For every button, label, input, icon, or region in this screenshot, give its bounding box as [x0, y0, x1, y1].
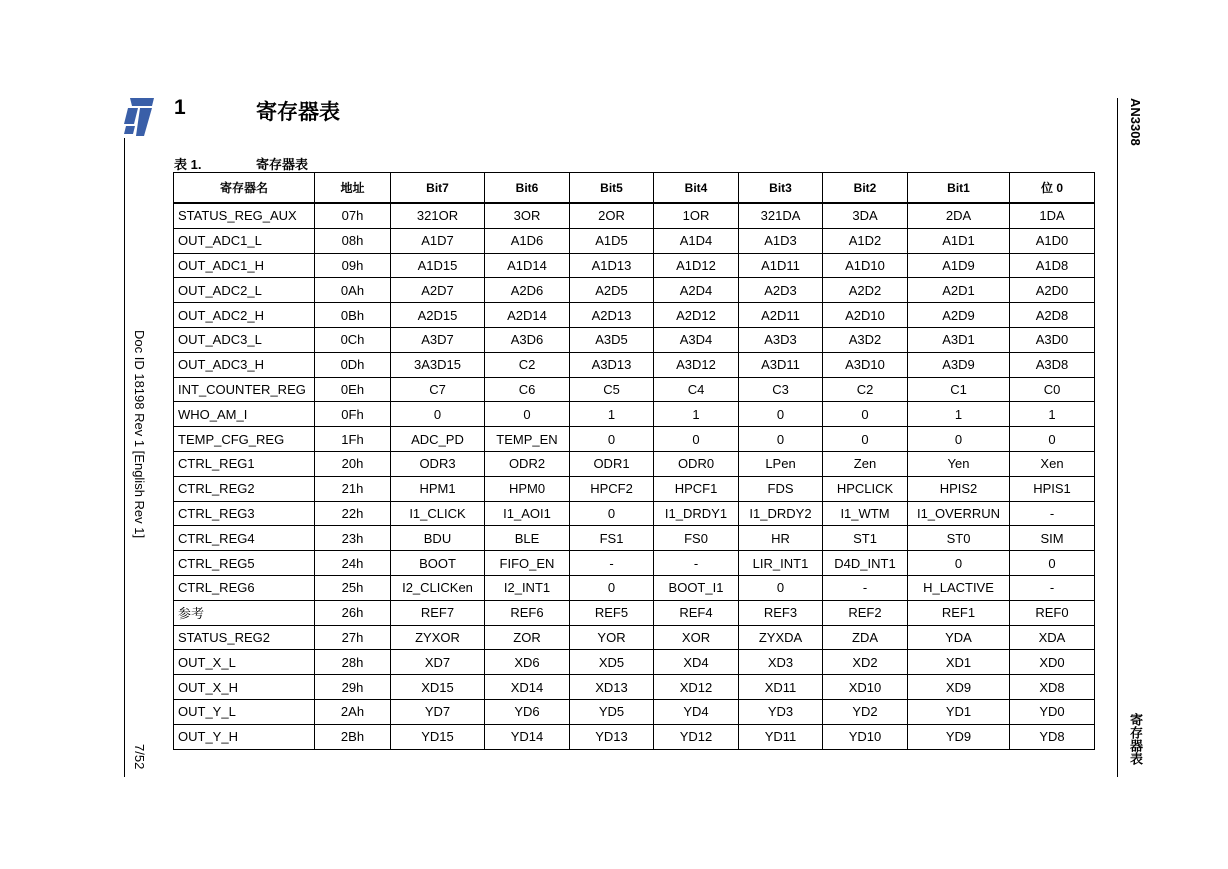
register-name-cell: OUT_Y_H [174, 724, 315, 749]
bit-cell: XD2 [823, 650, 908, 675]
bit-cell: A3D11 [739, 352, 823, 377]
bit-cell: ZYXOR [391, 625, 485, 650]
bit-cell: HPCF2 [570, 476, 654, 501]
bit-cell: 0 [485, 402, 570, 427]
address-cell: 0Bh [315, 303, 391, 328]
table-row [174, 327, 1095, 352]
address-cell: 1Fh [315, 427, 391, 452]
register-name-cell: CTRL_REG5 [174, 551, 315, 576]
bit-cell: - [654, 551, 739, 576]
bit-cell: I1_CLICK [391, 501, 485, 526]
bit-cell: A2D5 [570, 278, 654, 303]
bit-cell: HPCLICK [823, 476, 908, 501]
side-section-title: 寄存器表 [1128, 713, 1143, 765]
bit-cell: Zen [823, 451, 908, 476]
bit-cell: A2D12 [654, 303, 739, 328]
bit-cell: 0 [654, 427, 739, 452]
register-name-cell: INT_COUNTER_REG [174, 377, 315, 402]
register-name-cell: CTRL_REG3 [174, 501, 315, 526]
bit-cell: ZOR [485, 625, 570, 650]
bit-cell: A2D7 [391, 278, 485, 303]
bit-cell: XD12 [654, 675, 739, 700]
doc-code: AN3308 [1128, 98, 1143, 146]
bit-cell: REF1 [908, 600, 1010, 625]
bit-cell: 0 [570, 427, 654, 452]
bit-cell: ZYXDA [739, 625, 823, 650]
table-row [174, 724, 1095, 749]
table-body [174, 203, 1095, 749]
bit-cell: A2D10 [823, 303, 908, 328]
bit-cell: REF6 [485, 600, 570, 625]
table-header-row [174, 173, 1095, 204]
bit-cell: LPen [739, 451, 823, 476]
bit-cell: A1D12 [654, 253, 739, 278]
bit-cell: A2D14 [485, 303, 570, 328]
address-cell: 24h [315, 551, 391, 576]
address-cell: 0Dh [315, 352, 391, 377]
table-row [174, 253, 1095, 278]
section-title: 寄存器表 [256, 101, 340, 124]
table-row [174, 278, 1095, 303]
register-name-cell: 参考 [174, 600, 315, 625]
bit-cell: 3A3D15 [391, 352, 485, 377]
bit-cell: A1D1 [908, 228, 1010, 253]
bit-cell: ODR0 [654, 451, 739, 476]
bit-cell: A1D5 [570, 228, 654, 253]
bit-cell: C3 [739, 377, 823, 402]
bit-cell: A1D8 [1010, 253, 1095, 278]
address-cell: 07h [315, 203, 391, 228]
bit-cell: XD1 [908, 650, 1010, 675]
bit-cell: 1 [1010, 402, 1095, 427]
bit-cell: A3D13 [570, 352, 654, 377]
bit-cell: A1D4 [654, 228, 739, 253]
header-cell: Bit5 [570, 173, 654, 204]
table-row [174, 675, 1095, 700]
bit-cell: YD4 [654, 699, 739, 724]
bit-cell: A1D7 [391, 228, 485, 253]
address-cell: 0Ch [315, 327, 391, 352]
table-row [174, 476, 1095, 501]
bit-cell: 0 [391, 402, 485, 427]
bit-cell: YD14 [485, 724, 570, 749]
register-name-cell: OUT_ADC1_H [174, 253, 315, 278]
bit-cell: A3D8 [1010, 352, 1095, 377]
left-margin-rule [124, 138, 125, 777]
table-row [174, 427, 1095, 452]
table-row [174, 451, 1095, 476]
bit-cell: I1_DRDY2 [739, 501, 823, 526]
table-row [174, 501, 1095, 526]
table-row [174, 551, 1095, 576]
bit-cell: A3D2 [823, 327, 908, 352]
address-cell: 22h [315, 501, 391, 526]
bit-cell: ADC_PD [391, 427, 485, 452]
bit-cell: A2D15 [391, 303, 485, 328]
bit-cell: Yen [908, 451, 1010, 476]
bit-cell: YD10 [823, 724, 908, 749]
bit-cell: 3OR [485, 203, 570, 228]
bit-cell: C2 [823, 377, 908, 402]
bit-cell: Xen [1010, 451, 1095, 476]
bit-cell: XD4 [654, 650, 739, 675]
header-cell: Bit2 [823, 173, 908, 204]
bit-cell: 0 [570, 575, 654, 600]
bit-cell: I1_WTM [823, 501, 908, 526]
bit-cell: XD11 [739, 675, 823, 700]
bit-cell: ODR3 [391, 451, 485, 476]
register-name-cell: OUT_ADC2_L [174, 278, 315, 303]
register-name-cell: OUT_ADC2_H [174, 303, 315, 328]
register-name-cell: OUT_ADC1_L [174, 228, 315, 253]
address-cell: 27h [315, 625, 391, 650]
bit-cell: XOR [654, 625, 739, 650]
table-row [174, 625, 1095, 650]
bit-cell: ST1 [823, 526, 908, 551]
header-cell: Bit6 [485, 173, 570, 204]
bit-cell: ODR2 [485, 451, 570, 476]
register-name-cell: CTRL_REG6 [174, 575, 315, 600]
bit-cell: 321DA [739, 203, 823, 228]
bit-cell: A3D1 [908, 327, 1010, 352]
register-name-cell: OUT_ADC3_H [174, 352, 315, 377]
address-cell: 0Fh [315, 402, 391, 427]
register-name-cell: CTRL_REG1 [174, 451, 315, 476]
bit-cell: XD10 [823, 675, 908, 700]
address-cell: 28h [315, 650, 391, 675]
bit-cell: ST0 [908, 526, 1010, 551]
bit-cell: 0 [823, 402, 908, 427]
bit-cell: C7 [391, 377, 485, 402]
address-cell: 0Ah [315, 278, 391, 303]
table-row [174, 526, 1095, 551]
bit-cell: BOOT [391, 551, 485, 576]
bit-cell: A2D3 [739, 278, 823, 303]
table-row [174, 228, 1095, 253]
bit-cell: YOR [570, 625, 654, 650]
bit-cell: A2D0 [1010, 278, 1095, 303]
bit-cell: A2D13 [570, 303, 654, 328]
bit-cell: FDS [739, 476, 823, 501]
table-row [174, 600, 1095, 625]
bit-cell: C5 [570, 377, 654, 402]
register-name-cell: CTRL_REG4 [174, 526, 315, 551]
bit-cell: 0 [570, 501, 654, 526]
header-cell: Bit7 [391, 173, 485, 204]
bit-cell: 2OR [570, 203, 654, 228]
bit-cell: BLE [485, 526, 570, 551]
bit-cell: A3D3 [739, 327, 823, 352]
register-name-cell: TEMP_CFG_REG [174, 427, 315, 452]
bit-cell: D4D_INT1 [823, 551, 908, 576]
right-margin-rule [1117, 98, 1118, 777]
register-table [173, 172, 1095, 750]
register-name-cell: STATUS_REG_AUX [174, 203, 315, 228]
table-row [174, 352, 1095, 377]
bit-cell: 1DA [1010, 203, 1095, 228]
bit-cell: A2D11 [739, 303, 823, 328]
bit-cell: FIFO_EN [485, 551, 570, 576]
bit-cell: A3D9 [908, 352, 1010, 377]
bit-cell: - [1010, 575, 1095, 600]
bit-cell: YD5 [570, 699, 654, 724]
bit-cell: A1D10 [823, 253, 908, 278]
header-cell: 地址 [315, 173, 391, 204]
st-logo [124, 98, 154, 136]
bit-cell: - [570, 551, 654, 576]
bit-cell: A1D15 [391, 253, 485, 278]
bit-cell: ZDA [823, 625, 908, 650]
bit-cell: 1 [908, 402, 1010, 427]
bit-cell: TEMP_EN [485, 427, 570, 452]
bit-cell: 0 [1010, 551, 1095, 576]
bit-cell: A3D5 [570, 327, 654, 352]
bit-cell: YD8 [1010, 724, 1095, 749]
bit-cell: 2DA [908, 203, 1010, 228]
bit-cell: C0 [1010, 377, 1095, 402]
header-cell: Bit4 [654, 173, 739, 204]
bit-cell: XD14 [485, 675, 570, 700]
table-row [174, 575, 1095, 600]
bit-cell: A2D9 [908, 303, 1010, 328]
header-cell: Bit3 [739, 173, 823, 204]
page-number: 7/52 [132, 744, 147, 770]
register-name-cell: CTRL_REG2 [174, 476, 315, 501]
bit-cell: A2D6 [485, 278, 570, 303]
bit-cell: HR [739, 526, 823, 551]
bit-cell: XD0 [1010, 650, 1095, 675]
address-cell: 09h [315, 253, 391, 278]
bit-cell: 1OR [654, 203, 739, 228]
address-cell: 0Eh [315, 377, 391, 402]
register-name-cell: OUT_X_H [174, 675, 315, 700]
bit-cell: YD15 [391, 724, 485, 749]
bit-cell: A1D9 [908, 253, 1010, 278]
bit-cell: C6 [485, 377, 570, 402]
bit-cell: FS1 [570, 526, 654, 551]
bit-cell: YD11 [739, 724, 823, 749]
bit-cell: FS0 [654, 526, 739, 551]
bit-cell: I1_OVERRUN [908, 501, 1010, 526]
bit-cell: I2_INT1 [485, 575, 570, 600]
bit-cell: 1 [570, 402, 654, 427]
bit-cell: REF0 [1010, 600, 1095, 625]
bit-cell: A2D4 [654, 278, 739, 303]
header-cell: 寄存器名 [174, 173, 315, 204]
bit-cell: YD6 [485, 699, 570, 724]
bit-cell: HPM0 [485, 476, 570, 501]
bit-cell: XD8 [1010, 675, 1095, 700]
doc-id: Doc ID 18198 Rev 1 [English Rev 1] [132, 330, 147, 539]
table-row [174, 650, 1095, 675]
table-row [174, 699, 1095, 724]
bit-cell: - [1010, 501, 1095, 526]
bit-cell: XD9 [908, 675, 1010, 700]
bit-cell: XD7 [391, 650, 485, 675]
table-row [174, 203, 1095, 228]
bit-cell: C2 [485, 352, 570, 377]
register-name-cell: OUT_X_L [174, 650, 315, 675]
bit-cell: A2D8 [1010, 303, 1095, 328]
bit-cell: YD7 [391, 699, 485, 724]
bit-cell: YD9 [908, 724, 1010, 749]
bit-cell: - [823, 575, 908, 600]
address-cell: 26h [315, 600, 391, 625]
address-cell: 20h [315, 451, 391, 476]
table-row [174, 402, 1095, 427]
section-number: 1 [174, 96, 186, 119]
bit-cell: 321OR [391, 203, 485, 228]
bit-cell: REF4 [654, 600, 739, 625]
bit-cell: C4 [654, 377, 739, 402]
bit-cell: 0 [739, 427, 823, 452]
bit-cell: XD5 [570, 650, 654, 675]
header-cell: Bit1 [908, 173, 1010, 204]
bit-cell: HPIS1 [1010, 476, 1095, 501]
address-cell: 08h [315, 228, 391, 253]
bit-cell: ODR1 [570, 451, 654, 476]
bit-cell: YD12 [654, 724, 739, 749]
table-row [174, 303, 1095, 328]
bit-cell: A1D13 [570, 253, 654, 278]
bit-cell: A1D0 [1010, 228, 1095, 253]
bit-cell: I1_DRDY1 [654, 501, 739, 526]
bit-cell: A1D14 [485, 253, 570, 278]
bit-cell: XD6 [485, 650, 570, 675]
bit-cell: A3D4 [654, 327, 739, 352]
bit-cell: HPCF1 [654, 476, 739, 501]
address-cell: 29h [315, 675, 391, 700]
register-name-cell: WHO_AM_I [174, 402, 315, 427]
bit-cell: BOOT_I1 [654, 575, 739, 600]
bit-cell: 0 [739, 402, 823, 427]
address-cell: 2Bh [315, 724, 391, 749]
bit-cell: A3D7 [391, 327, 485, 352]
bit-cell: A2D2 [823, 278, 908, 303]
address-cell: 21h [315, 476, 391, 501]
bit-cell: 0 [823, 427, 908, 452]
address-cell: 25h [315, 575, 391, 600]
bit-cell: XD3 [739, 650, 823, 675]
register-name-cell: OUT_ADC3_L [174, 327, 315, 352]
bit-cell: A1D6 [485, 228, 570, 253]
bit-cell: LIR_INT1 [739, 551, 823, 576]
table-row [174, 377, 1095, 402]
bit-cell: REF5 [570, 600, 654, 625]
bit-cell: A1D2 [823, 228, 908, 253]
bit-cell: 0 [1010, 427, 1095, 452]
bit-cell: REF3 [739, 600, 823, 625]
bit-cell: YD1 [908, 699, 1010, 724]
bit-cell: A2D1 [908, 278, 1010, 303]
bit-cell: A3D12 [654, 352, 739, 377]
address-cell: 2Ah [315, 699, 391, 724]
header-cell: 位 0 [1010, 173, 1095, 204]
bit-cell: A1D11 [739, 253, 823, 278]
bit-cell: HPIS2 [908, 476, 1010, 501]
bit-cell: XD13 [570, 675, 654, 700]
bit-cell: A3D6 [485, 327, 570, 352]
bit-cell: I1_AOI1 [485, 501, 570, 526]
bit-cell: YD3 [739, 699, 823, 724]
bit-cell: 3DA [823, 203, 908, 228]
register-name-cell: OUT_Y_L [174, 699, 315, 724]
table-label: 表 1. [174, 157, 202, 172]
bit-cell: 0 [739, 575, 823, 600]
bit-cell: BDU [391, 526, 485, 551]
bit-cell: A3D0 [1010, 327, 1095, 352]
bit-cell: YDA [908, 625, 1010, 650]
bit-cell: C1 [908, 377, 1010, 402]
bit-cell: 0 [908, 551, 1010, 576]
bit-cell: 0 [908, 427, 1010, 452]
bit-cell: XD15 [391, 675, 485, 700]
table-title: 寄存器表 [256, 157, 309, 172]
bit-cell: REF7 [391, 600, 485, 625]
bit-cell: YD2 [823, 699, 908, 724]
bit-cell: 1 [654, 402, 739, 427]
bit-cell: XDA [1010, 625, 1095, 650]
address-cell: 23h [315, 526, 391, 551]
bit-cell: I2_CLICKen [391, 575, 485, 600]
bit-cell: HPM1 [391, 476, 485, 501]
bit-cell: SIM [1010, 526, 1095, 551]
bit-cell: A1D3 [739, 228, 823, 253]
bit-cell: YD13 [570, 724, 654, 749]
bit-cell: H_LACTIVE [908, 575, 1010, 600]
bit-cell: YD0 [1010, 699, 1095, 724]
bit-cell: A3D10 [823, 352, 908, 377]
bit-cell: REF2 [823, 600, 908, 625]
register-name-cell: STATUS_REG2 [174, 625, 315, 650]
